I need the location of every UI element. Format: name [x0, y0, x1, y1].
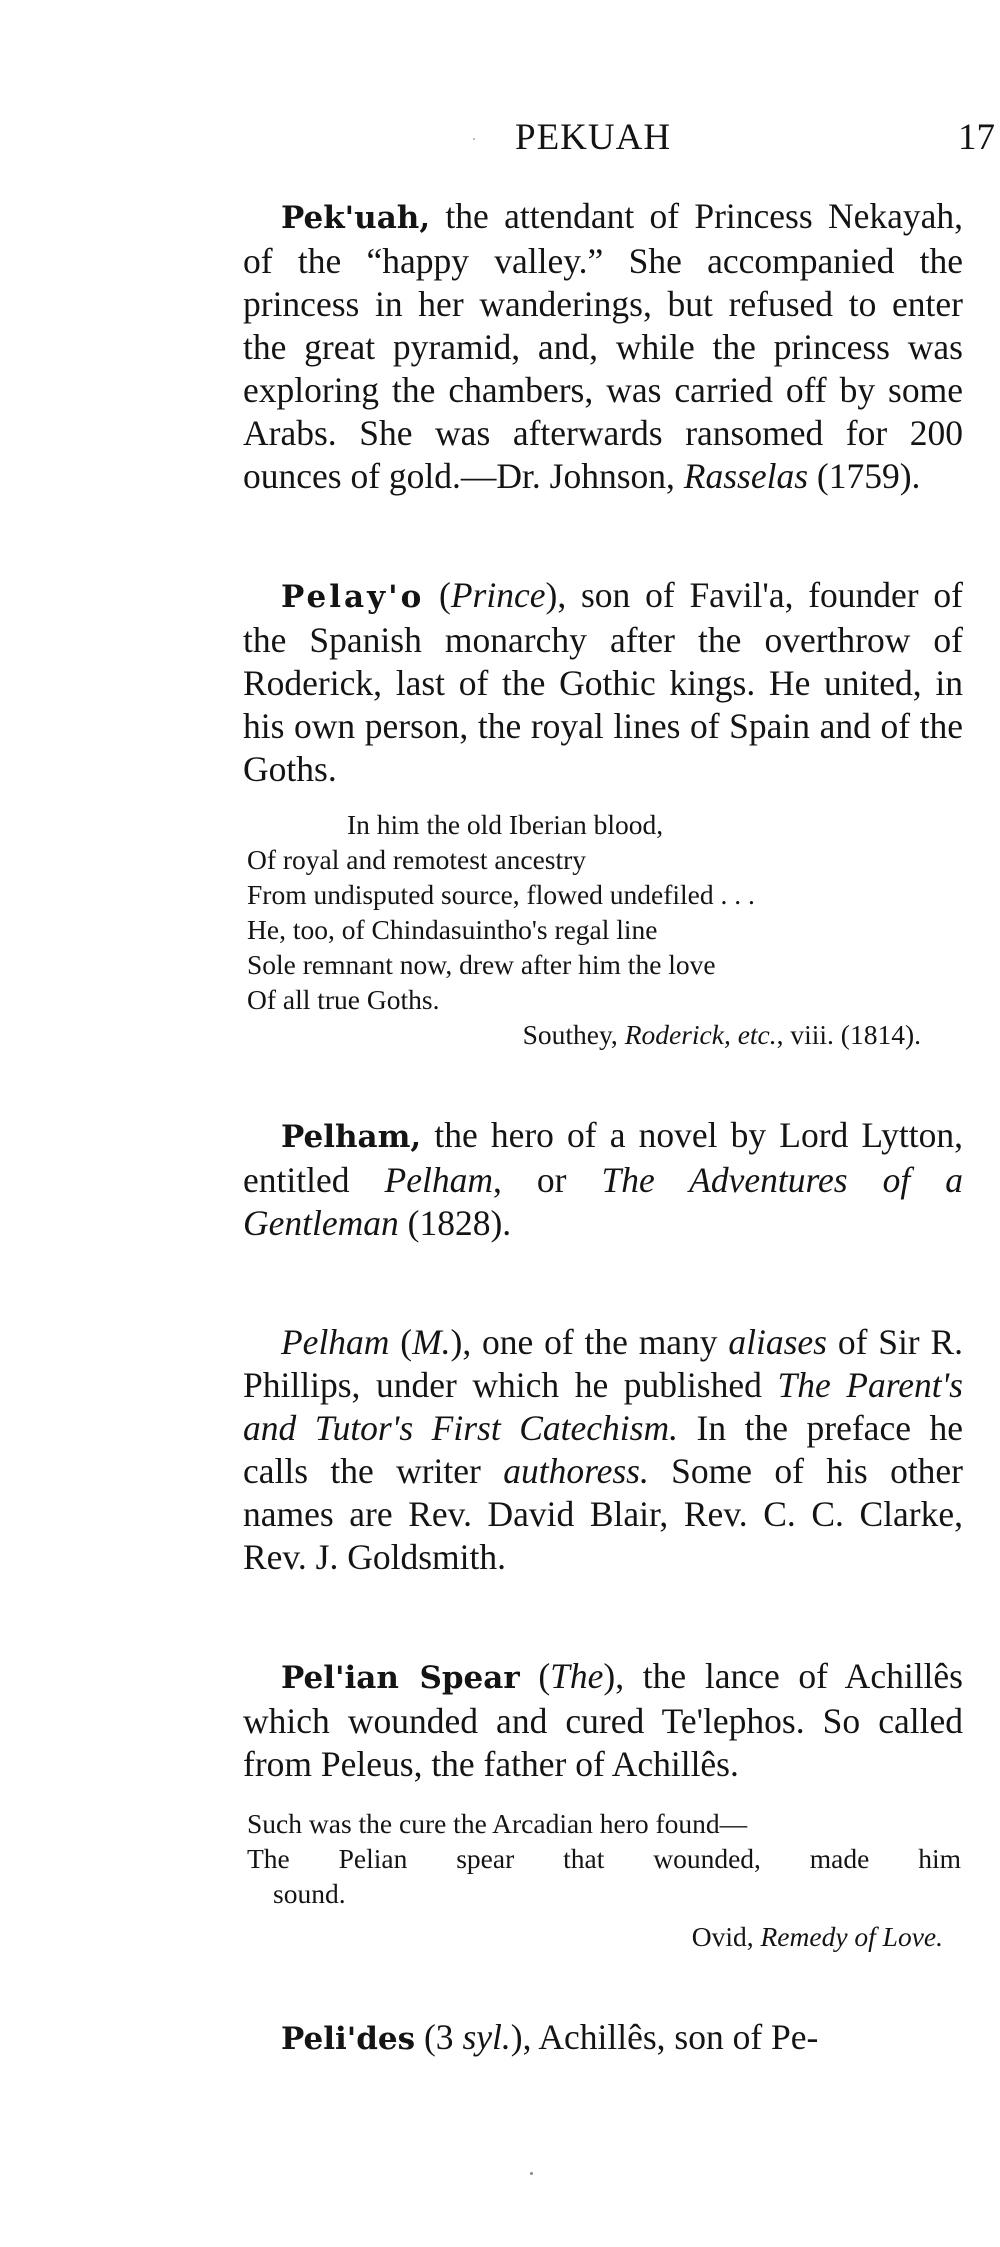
entry-text: ), Achillês, son of Pe-	[510, 2017, 819, 2057]
entry-text: (	[519, 1656, 551, 1696]
italic-word: syl.	[462, 2017, 511, 2057]
italic-word: aliases	[728, 1322, 827, 1362]
quote-reference: , viii. (1814).	[776, 1019, 921, 1050]
entry-pelian-spear	[243, 1655, 963, 1786]
entry-text: the attendant of Princess Nekayah, of the “happy valley.” She accompanied the princess in her wanderings, but refused to enter the great pyramid, and, while the princess was exploring the chambers, was carried off by some Arabs. She was afterwards ransomed for 200 ounces of gold.—Dr. Johnson,	[243, 196, 963, 496]
headword: Pelay'o	[281, 579, 425, 615]
page-number: 17	[958, 117, 995, 158]
verse-line: In him the old Iberian blood,	[347, 809, 664, 840]
entry-text: the hero of a novel by Lord Lytton, entitled	[243, 1115, 963, 1200]
entry-text: In the preface he calls the writer	[243, 1408, 963, 1491]
entry-pelayo	[243, 574, 963, 791]
quote-author: Southey,	[522, 1019, 625, 1050]
entry-pekuah	[243, 195, 963, 498]
work-title: The Parent's and Tutor's First Catechism.	[243, 1365, 963, 1448]
verse-line: The Pelian spear that wounded, made him	[247, 1843, 961, 1874]
quote-author: Ovid,	[691, 1921, 761, 1952]
quote-attribution	[247, 1017, 959, 1052]
entry-text: (1759).	[808, 456, 921, 496]
entry-text: (3	[415, 2017, 463, 2057]
entry-text: ), son of Favil'a, founder of the Spanish monarchy after the overthrow of Roderick, last of the Gothic kings. He united, in his own person, the royal lines of Spain and of the Goths.	[243, 575, 963, 789]
entry-text: (1828).	[398, 1203, 512, 1243]
entry-text: (	[389, 1322, 413, 1362]
headword: Pelham	[281, 1322, 390, 1362]
verse-line: Of all true Goths.	[247, 984, 440, 1015]
entry-text: of Sir R. Phillips, under which he published	[243, 1322, 963, 1405]
verse-line: He, too, of Chindasuintho's regal line	[247, 914, 658, 945]
entry-pelham-m	[243, 1321, 963, 1579]
initial: M.	[412, 1322, 451, 1362]
work-title: Pelham	[384, 1160, 493, 1200]
title-word: Prince	[450, 575, 546, 615]
headword: Peli'des	[281, 2021, 416, 2057]
verse-line: sound.	[273, 1878, 346, 1909]
entry-text: Some of his other names are Rev. David Blair, Rev. C. C. Clarke, Rev. J. Goldsmith.	[243, 1451, 964, 1577]
quote-work: Remedy of Love.	[760, 1921, 943, 1952]
running-head-title: PEKUAH	[515, 117, 672, 158]
verse-quote	[247, 1806, 961, 1954]
entry-pelides	[243, 2016, 963, 2061]
entry-text: ), the lance of Achillês which wounded and cured Te'lephos. So called from Peleus, the father of Achillês.	[243, 1656, 963, 1784]
text-column	[243, 195, 963, 2061]
headword: Pek'uah,	[281, 200, 431, 236]
quote-attribution	[247, 1919, 961, 1954]
italic-word: The	[550, 1656, 604, 1696]
entry-pelham	[243, 1114, 963, 1245]
verse-line: From undisputed source, flowed undefiled . . .	[247, 879, 755, 910]
work-title: The Adventures of a Gentleman	[243, 1160, 964, 1243]
verse-quote	[247, 807, 959, 1052]
headword: Pelham,	[281, 1119, 422, 1155]
speck-mark	[530, 2172, 533, 2175]
running-header	[0, 116, 1000, 166]
italic-word: authoress.	[503, 1451, 649, 1491]
entry-text: , or	[492, 1160, 602, 1200]
entry-text: ), one of the many	[450, 1322, 729, 1362]
entry-text: (	[424, 575, 451, 615]
verse-line: Sole remnant now, drew after him the love	[247, 949, 716, 980]
verse-line: Of royal and remotest ancestry	[247, 844, 587, 875]
quote-work: Roderick, etc.	[624, 1019, 777, 1050]
verse-line: Such was the cure the Arcadian hero found—	[247, 1808, 748, 1839]
headword: Pel'ian Spear	[281, 1660, 520, 1696]
speck-mark	[473, 138, 475, 140]
work-title: Rasselas	[683, 456, 809, 496]
